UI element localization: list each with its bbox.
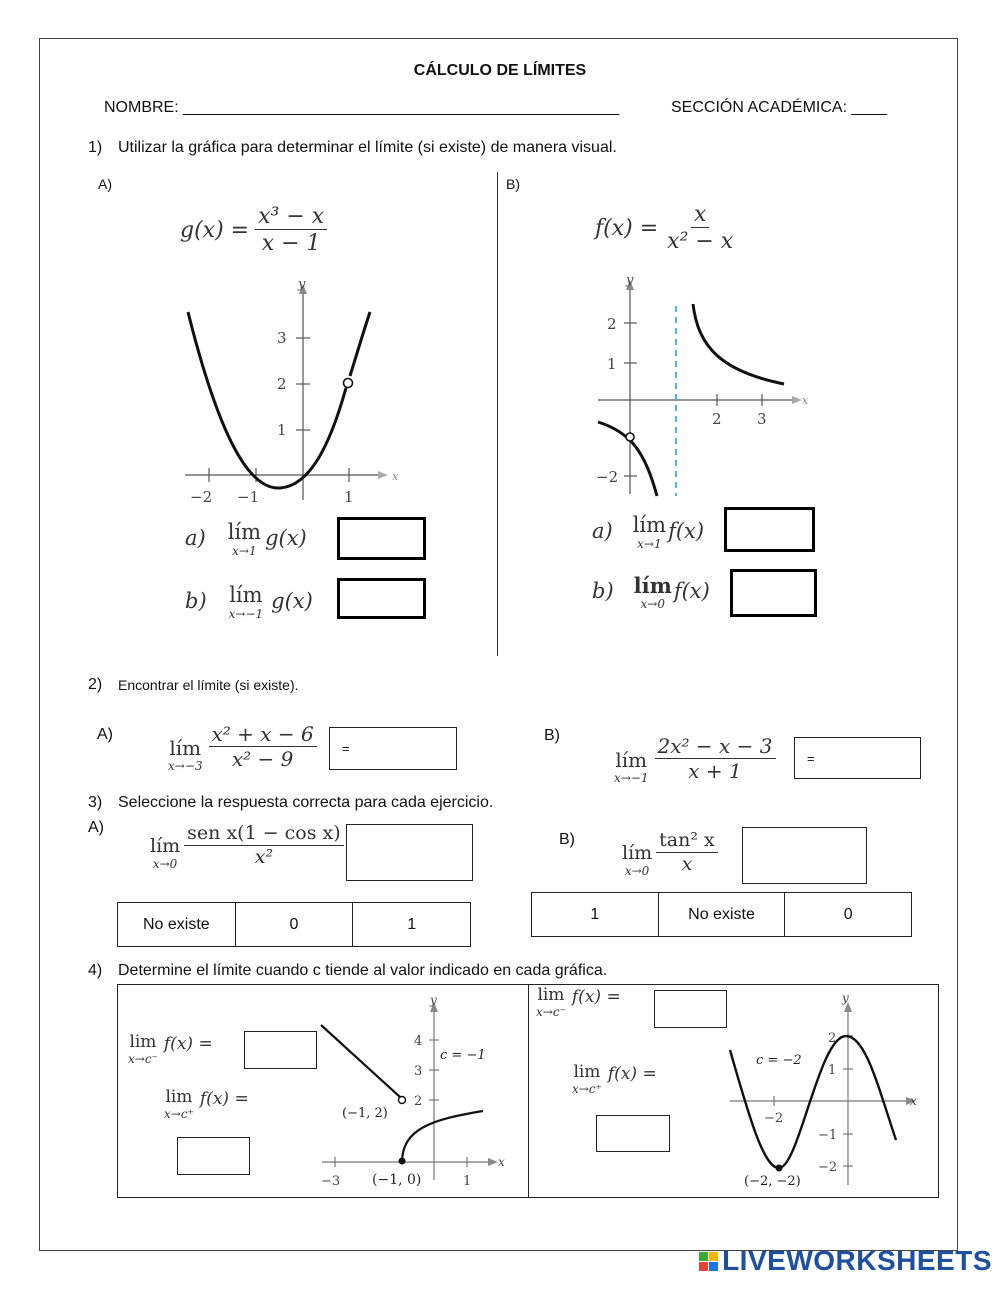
section-label: SECCIÓN ACADÉMICA: [671,99,852,116]
q3a-lim: lím [150,835,181,857]
q2a-sub: x→−3 [168,758,203,773]
q3b-answer-box[interactable] [742,827,867,884]
q1b-xtick-3: 3 [757,410,767,428]
q1b-part-b-fn: f(x) [673,579,710,603]
q4l-answer-plus-input[interactable] [178,1138,249,1174]
q4l-xtick-neg3: −3 [321,1174,341,1189]
q3b-sub: x→0 [624,864,650,878]
q1a-part-a-lim: lím [227,520,262,544]
q1b-graph [590,266,820,502]
q2-instruction: Encontrar el límite (si existe). [118,677,299,693]
q3a-sub: x→0 [152,857,178,871]
q3-number: 3) [88,794,103,811]
q4r-curve [730,1036,896,1168]
q3b-option-no-existe[interactable]: No existe [659,893,786,936]
q4r-c-label: c = −2 [756,1053,802,1068]
q1a-part-b-label: b) [185,589,207,613]
q1b-part-b-lim: lím [633,573,672,598]
q4l-lim-plus [164,1089,249,1120]
q3b-option-1[interactable]: 1 [532,893,659,936]
q2b-numerator: 2x² − x − 3 [655,735,776,759]
q4r-answer-minus-input[interactable] [655,991,726,1027]
q2a-answer-box[interactable] [329,727,457,770]
q1b-denominator: x² − x [667,229,734,255]
q4l-lim-minus [128,1034,213,1065]
q2a-numerator: x² + x − 6 [209,723,317,747]
q2b-sub: x→−1 [614,770,649,785]
q4r-graph [724,990,930,1193]
q1a-part-b-fn: g(x) [271,589,313,613]
q1a-xtick-1: 1 [344,488,354,506]
q1b-formula [595,202,736,256]
q4l-answer-minus-input[interactable] [245,1032,316,1068]
q1a-open-point [344,379,353,388]
q4r-closed-point-label: (−2, −2) [744,1174,801,1189]
q3a-numerator: sen x(1 − cos x) [184,823,343,846]
q1b-part-b-label: b) [592,579,614,603]
q4r-ytick-1: 1 [828,1063,837,1078]
q1a-xtick-neg1: −1 [237,488,260,506]
q4r-lim-minus [536,987,621,1018]
q1a-part-a-fn: g(x) [265,526,307,550]
q1a-label: A) [98,176,112,192]
q3b-lim: lím [622,842,653,864]
q4l-x-axis-label: x [498,1155,505,1169]
q1a-y-axis-label: y [298,277,306,292]
q2b-lim: lím [615,747,648,772]
q3b-options [531,892,912,937]
q4l-curve-right [402,1111,483,1160]
q1a-curve-left [188,312,346,488]
q1b-part-a [592,515,704,550]
q1b-answer-a-input[interactable] [727,510,812,549]
q3a-options [117,902,471,947]
q3-instruction: Seleccione la respuesta correcta para cada ejercicio. [118,794,494,811]
page-title: CÁLCULO DE LÍMITES [413,62,587,79]
q3a-answer-box[interactable] [346,824,473,881]
q4l-closed-point-label: (−1, 0) [372,1172,422,1188]
brand-name: LIVEWORKSHEETS [722,1245,992,1276]
q3b-label: B) [559,831,575,848]
q1a-ytick-1: 1 [277,421,287,439]
q1a-denominator: x − 1 [261,231,321,257]
q1b-part-a-sub: x→1 [637,537,662,551]
q4r-answer-plus[interactable] [596,1115,670,1152]
q1b-part-b [592,575,710,610]
liveworksheets-brand [699,1245,992,1277]
q4l-open-point-label: (−1, 2) [342,1106,388,1121]
q4r-closed-point [776,1165,783,1172]
q1-instruction: Utilizar la gráfica para determinar el límite (si existe) de manera visual. [118,139,617,156]
name-label: NOMBRE: [104,99,184,116]
q1a-part-a [185,522,307,557]
q1a-formula [180,204,327,258]
name-row [104,99,619,117]
q1b-part-a-lim: lím [632,513,667,537]
q3a-option-1[interactable]: 1 [407,915,417,933]
q1a-ytick-3: 3 [277,329,287,347]
q4l-c-label: c = −1 [440,1048,486,1063]
q3a-expression [150,823,344,870]
q1b-part-b-sub: x→0 [640,597,665,611]
q4l-ytick-4: 4 [414,1034,423,1049]
q4l-closed-point [399,1158,406,1165]
q3a-denominator: x² [254,846,274,869]
q3a-option-no-existe[interactable]: No existe [118,903,236,946]
q3b-expression [622,830,718,877]
q4r-xtick-neg2: −2 [764,1111,784,1126]
q1a-part-b-sub: x→−1 [228,607,264,621]
q1b-y-axis-label: y [626,273,634,288]
q1b-ytick-2: 2 [607,315,617,333]
q1b-answer-b[interactable] [730,569,817,617]
q4r-lim-minus-sub: x→c⁻ [536,1005,566,1019]
q2b-answer-prefix: = [807,750,815,766]
q4l-ytick-3: 3 [414,1064,423,1079]
q2a-label: A) [97,726,113,743]
q1a-answer-b-input[interactable] [340,581,423,616]
q1a-answer-a-input[interactable] [340,520,423,557]
q4r-lim-plus [572,1064,657,1095]
q1a-part-a-label: a) [185,526,206,550]
q1b-x-axis-label: x [802,394,809,407]
q4r-lim-minus-word: lim [537,985,565,1005]
section-line[interactable]: ____ [851,99,888,116]
q4r-x-axis-label: x [910,1094,917,1108]
q1b-part-a-label: a) [592,519,613,543]
q1b-numerator: x [691,202,709,228]
q4l-lim-minus-fx: f(x) = [163,1034,213,1054]
q1a-part-b-lim: lím [229,583,263,607]
q1b-answer-b-input[interactable] [733,572,814,614]
q4l-y-axis-label: y [430,993,437,1007]
q1b-xtick-2: 2 [712,410,722,428]
q1a-graph [180,270,410,510]
q1b-label: B) [506,176,520,192]
q4-divider [528,984,529,1198]
q4l-line-left [321,1025,400,1097]
q4l-lim-plus-word: lim [165,1087,193,1107]
q3a-answer-input[interactable] [347,825,472,880]
q4r-lim-plus-word: lim [573,1062,601,1082]
q4l-graph [318,990,523,1193]
q2b-answer-input[interactable] [815,738,920,778]
q1a-answer-a[interactable] [337,517,426,560]
q3a-option-0[interactable]: 0 [236,903,354,946]
q3b-option-0[interactable]: 0 [843,905,853,923]
q1a-part-b [185,585,313,620]
q1-divider [497,172,498,656]
q3b-denominator: x [681,853,693,876]
q2a-denominator: x² − 9 [231,747,294,771]
q1a-answer-b[interactable] [337,578,426,619]
q2b-expression [614,735,776,784]
q2a-lim: lím [169,735,202,760]
q3b-numerator: tan² x [656,830,718,853]
q4-instruction: Determine el límite cuando c tiende al valor indicado en cada gráfica. [118,962,608,979]
q1a-x-axis-label: x [392,470,399,483]
q4r-lim-plus-sub: x→c⁺ [572,1082,602,1096]
q1a-ytick-2: 2 [277,375,287,393]
section-row [671,99,887,117]
q4l-lim-minus-sub: x→c⁻ [128,1052,158,1066]
q4r-ytick-neg1: −1 [818,1128,838,1143]
q1b-ytick-1: 1 [607,355,617,373]
q2b-answer-box[interactable] [794,737,921,779]
q1a-part-a-sub: x→1 [232,544,257,558]
q2a-answer-prefix: = [342,741,350,756]
q4r-answer-plus-input[interactable] [597,1116,669,1151]
q4r-lim-minus-fx: f(x) = [571,987,621,1007]
q1a-fn-name: g(x) = [180,218,250,244]
q4l-answer-plus[interactable] [177,1137,250,1175]
q4l-lim-minus-word: lim [129,1032,157,1052]
q4r-ytick-2: 2 [828,1031,837,1046]
liveworksheets-logo-icon [699,1252,718,1271]
q2b-denominator: x + 1 [688,759,742,783]
q2a-expression [168,723,317,772]
q1b-part-a-fn: f(x) [668,519,705,543]
q1a-numerator: x³ − x [255,204,327,230]
q2a-answer-input[interactable] [350,728,456,769]
q4l-x-arrow [488,1158,498,1166]
q1b-ytick-neg2: −2 [596,468,619,486]
q1b-open-point [626,433,634,441]
q4l-xtick-1: 1 [463,1174,472,1189]
q3b-answer-input[interactable] [743,828,866,883]
q4r-y-axis-label: y [842,991,849,1005]
q1-number: 1) [88,139,103,156]
name-line[interactable]: _________________________________________________ [183,99,620,116]
q1b-answer-a[interactable] [724,507,815,552]
q1b-x-arrow [792,396,802,404]
q4-number: 4) [88,962,103,979]
q4l-lim-plus-fx: f(x) = [199,1089,249,1109]
q1b-curve-right [693,304,784,384]
q1b-fn-name: f(x) = [595,216,659,242]
q4l-lim-plus-sub: x→c⁺ [164,1107,194,1121]
q2-number: 2) [88,676,103,693]
q4r-ytick-neg2: −2 [818,1160,838,1175]
q4r-answer-minus[interactable] [654,990,727,1028]
q3a-label: A) [88,819,104,836]
q1a-xtick-neg2: −2 [190,488,213,506]
q1a-x-arrow [378,471,388,479]
q1a-curve-right [350,312,370,376]
q4l-answer-minus[interactable] [244,1031,317,1069]
q2b-label: B) [544,727,560,744]
q4r-lim-plus-fx: f(x) = [607,1064,657,1084]
q4l-ytick-2: 2 [414,1094,423,1109]
q4l-open-point [399,1097,406,1104]
